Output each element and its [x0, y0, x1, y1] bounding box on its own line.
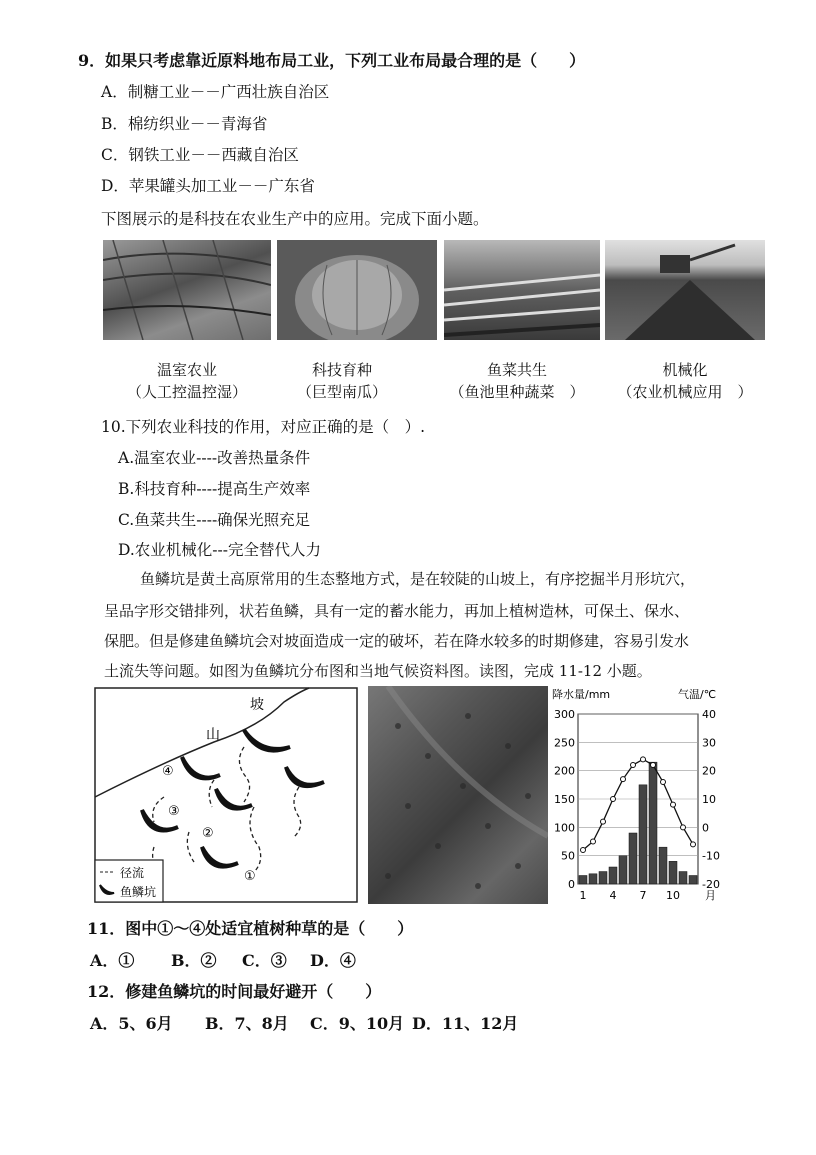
y-tick-left-label: 200: [554, 764, 575, 778]
temperature-polyline: [583, 759, 693, 850]
x-ticks: [580, 889, 681, 902]
y-tick-right-label: 20: [702, 764, 716, 778]
x-tick-label: 10: [666, 889, 680, 902]
y-tick-right-label: -10: [702, 849, 720, 863]
y-tick-left-label: 0: [568, 878, 575, 891]
precip-bar: [619, 856, 627, 884]
legend-pit-label: 鱼鳞坑: [120, 885, 157, 899]
q11-option-d: D．④: [310, 951, 356, 970]
agri-intro: 下图展示的是科技在农业生产中的应用。完成下面小题。: [101, 210, 489, 228]
precip-bar: [689, 876, 697, 885]
temperature-point: [581, 848, 586, 853]
temperature-point: [601, 819, 606, 824]
q9-option-c: C．钢铁工业－－西藏自治区: [101, 146, 299, 164]
caption-pumpkin-sub: （巨型南瓜）: [296, 383, 387, 401]
caption-pumpkin-title: 科技育种: [311, 361, 372, 379]
y-ticks-right: [702, 708, 720, 891]
y-tick-right-label: -20: [702, 878, 720, 891]
q11-option-a: A．①: [90, 951, 135, 970]
fish-scale-pit-map: [94, 687, 358, 903]
q10-option-c: C.鱼菜共生----确保光照充足: [118, 511, 311, 529]
chart-ylabel-left: 降水量/mm: [552, 688, 611, 701]
passage-line-2: 呈品字形交错排列，状若鱼鳞，具有一定的蓄水能力，再加上植树造林，可保土、保水、: [104, 602, 690, 620]
precip-bar: [679, 872, 687, 884]
climate-chart: [548, 684, 728, 904]
passage-line-1: 鱼鳞坑是黄土高原常用的生态整地方式，是在较陡的山坡上，有序挖掘半月形坑穴，: [140, 570, 696, 588]
harvester-image: [605, 240, 765, 340]
map-label-po: 坡: [250, 697, 264, 713]
caption-aquaponics-title: 鱼菜共生: [486, 361, 547, 379]
precip-bar: [649, 762, 657, 884]
passage-line-3: 保肥。但是修建鱼鳞坑会对坡面造成一定的破坏，若在降水较多的时期修建，容易引发水: [104, 632, 690, 650]
precipitation-bars: [579, 762, 697, 884]
chart-grid: [578, 714, 698, 884]
q12-option-c: C．9、10月: [310, 1014, 405, 1033]
greenhouse-image: [103, 240, 271, 340]
map-marker-3: ③: [168, 804, 180, 819]
precip-bar: [669, 861, 677, 884]
caption-greenhouse-title: 温室农业: [156, 361, 217, 379]
temperature-line: [581, 757, 696, 853]
temperature-point: [671, 802, 676, 807]
caption-greenhouse-sub: （人工控温控湿）: [126, 383, 247, 401]
y-ticks-left: [554, 708, 575, 891]
q10-option-b: B.科技育种----提高生产效率: [118, 480, 311, 498]
passage-line-4: 土流失等问题。如图为鱼鳞坑分布图和当地气候资料图。读图，完成 11-12 小题。: [104, 662, 652, 680]
y-tick-right-label: 10: [702, 793, 716, 806]
q11-stem: 11．图中①～④处适宜植树种草的是（ ）: [87, 919, 414, 938]
temperature-point: [651, 763, 656, 768]
map-marker-2: ②: [202, 826, 214, 841]
terrain-texture: [368, 686, 548, 904]
x-tick-label: 1: [579, 889, 587, 902]
q12-option-b: B．7、8月: [205, 1014, 289, 1033]
y-tick-left-label: 100: [554, 821, 575, 835]
precip-bar: [579, 876, 587, 885]
y-tick-right-label: 40: [702, 708, 716, 721]
y-tick-left-label: 250: [554, 736, 575, 750]
temperature-point: [691, 842, 696, 847]
pumpkin-image: [277, 240, 437, 340]
photo-pumpkin: [277, 240, 437, 340]
q10-option-d: D.农业机械化---完全替代人力: [118, 541, 322, 559]
temperature-point: [661, 780, 666, 785]
temperature-point: [641, 757, 646, 762]
chart-x-unit: 月: [705, 889, 716, 902]
legend-runoff-label: 径流: [120, 866, 145, 880]
y-tick-right-label: 0: [702, 821, 709, 835]
temperature-point: [591, 839, 596, 844]
photo-machinery: [605, 240, 765, 340]
q12-option-d: D．11、12月: [412, 1014, 519, 1033]
q11-option-b: B．②: [171, 951, 217, 970]
x-tick-label: 4: [609, 889, 617, 902]
precip-bar: [609, 867, 617, 884]
q9-option-d: D．苹果罐头加工业－－广东省: [101, 177, 315, 195]
q9-option-a: A．制糖工业－－广西壮族自治区: [101, 83, 330, 101]
fish-scale-pit-photo: [368, 686, 548, 904]
temperature-point: [681, 825, 686, 830]
map-marker-4: ④: [162, 764, 174, 779]
temperature-point: [621, 777, 626, 782]
caption-machinery-title: 机械化: [662, 361, 708, 379]
aquaponics-image: [444, 240, 600, 340]
map-marker-1: ①: [244, 869, 256, 884]
q12-stem: 12．修建鱼鳞坑的时间最好避开（ ）: [87, 982, 382, 1001]
precip-bar: [599, 872, 607, 884]
precip-bar: [659, 847, 667, 884]
caption-aquaponics-sub: （鱼池里种蔬菜 ）: [449, 383, 585, 401]
y-tick-left-label: 300: [554, 708, 575, 721]
chart-ylabel-right: 气温/℃: [678, 688, 717, 701]
precip-bar: [639, 785, 647, 884]
q12-option-a: A．5、6月: [90, 1014, 173, 1033]
caption-machinery-sub: （农业机械应用 ）: [617, 383, 753, 401]
temperature-point: [611, 797, 616, 802]
temperature-point: [631, 763, 636, 768]
y-tick-right-label: 30: [702, 736, 716, 750]
precip-bar: [589, 874, 597, 884]
q10-option-a: A.温室农业----改善热量条件: [118, 449, 311, 467]
y-tick-left-label: 150: [554, 793, 575, 806]
photo-aquaponics: [444, 240, 600, 340]
q9-option-b: B．棉纺织业－－青海省: [101, 115, 268, 133]
photo-greenhouse: [103, 240, 271, 340]
map-label-shan: 山: [206, 727, 220, 743]
q9-stem: 9．如果只考虑靠近原料地布局工业，下列工业布局最合理的是（ ）: [78, 51, 586, 70]
x-tick-label: 7: [639, 889, 647, 902]
y-tick-left-label: 50: [561, 849, 575, 863]
precip-bar: [629, 833, 637, 884]
q10-stem: 10.下列农业科技的作用，对应正确的是（ ）.: [101, 418, 426, 436]
q11-option-c: C．③: [242, 951, 287, 970]
